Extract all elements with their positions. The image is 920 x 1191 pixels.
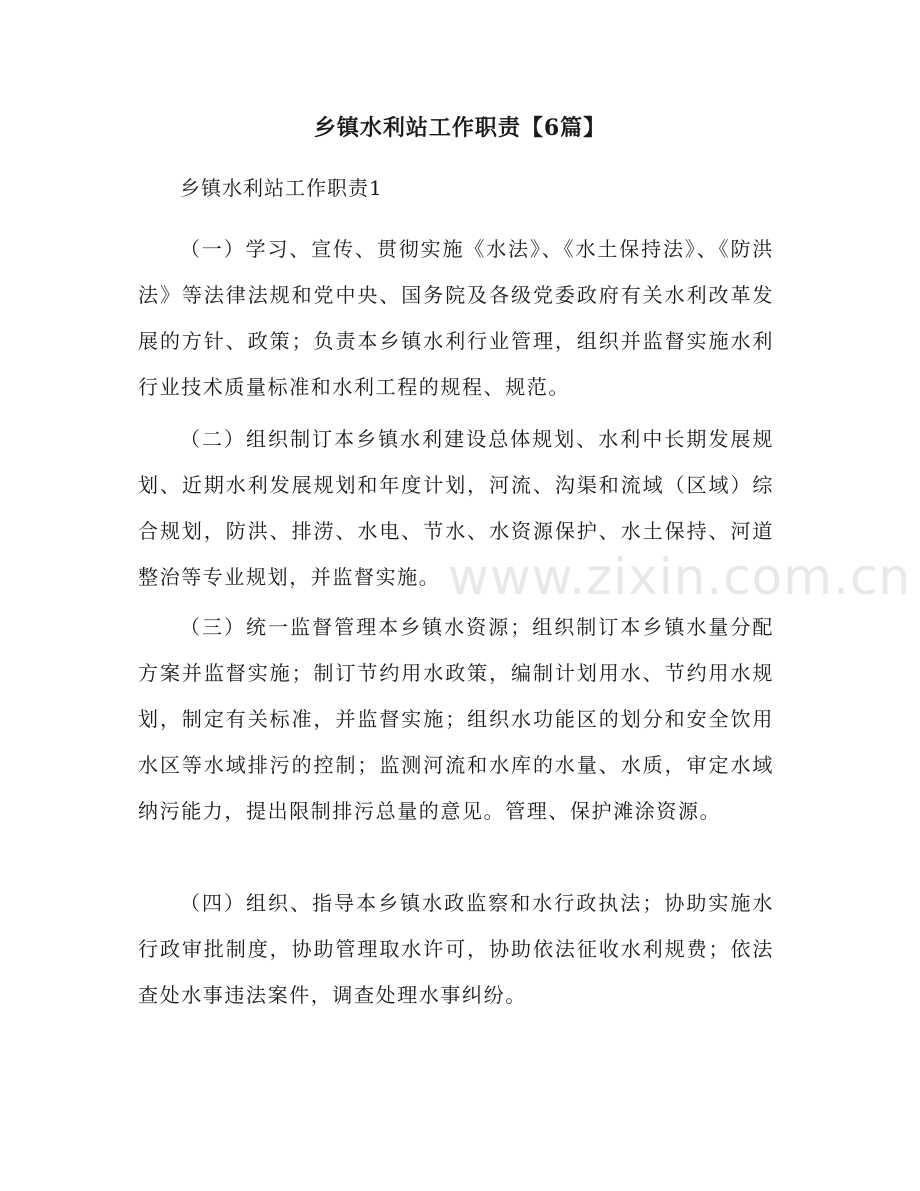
paragraph-4: （四）组织、指导本乡镇水政监察和水行政执法；协助实施水行政审批制度，协助管理取水许可，协助依法征收水利规费；依法查处水事违法案件，调查处理水事纠纷。 bbox=[138, 891, 774, 1007]
paragraph-1: （一）学习、宣传、贯彻实施《水法》、《水土保持法》、《防洪法》等法律法规和党中央、国务院及各级党委政府有关水利改革发展的方针、政策；负责本乡镇水利行业管理，组织并监督实施水利行业技术质量标准和水利工程的规程、规范。 bbox=[138, 237, 774, 399]
section-heading: 乡镇水利站工作职责1 bbox=[180, 176, 383, 200]
paragraph-2: （二）组织制订本乡镇水利建设总体规划、水利中长期发展规划、近期水利发展规划和年度计划，河流、沟渠和流域（区域）综合规划，防洪、排涝、水电、节水、水资源保护、水土保持、河道整治等专业规划，并监督实施。 bbox=[138, 427, 774, 589]
paragraph-3: （三）统一监督管理本乡镇水资源；组织制订本乡镇水量分配方案并监督实施；制订节约用水政策，编制计划用水、节约用水规划，制定有关标准，并监督实施；组织水功能区的划分和安全饮用水区等水域排污的控制；监测河流和水库的水量、水质，审定水域纳污能力，提出限制排污总量的意见。管理、保护滩涂资源。 bbox=[138, 615, 774, 823]
watermark: www.zixin.com.cn bbox=[448, 548, 912, 606]
document-title: 乡镇水利站工作职责【6篇】 bbox=[313, 115, 607, 141]
